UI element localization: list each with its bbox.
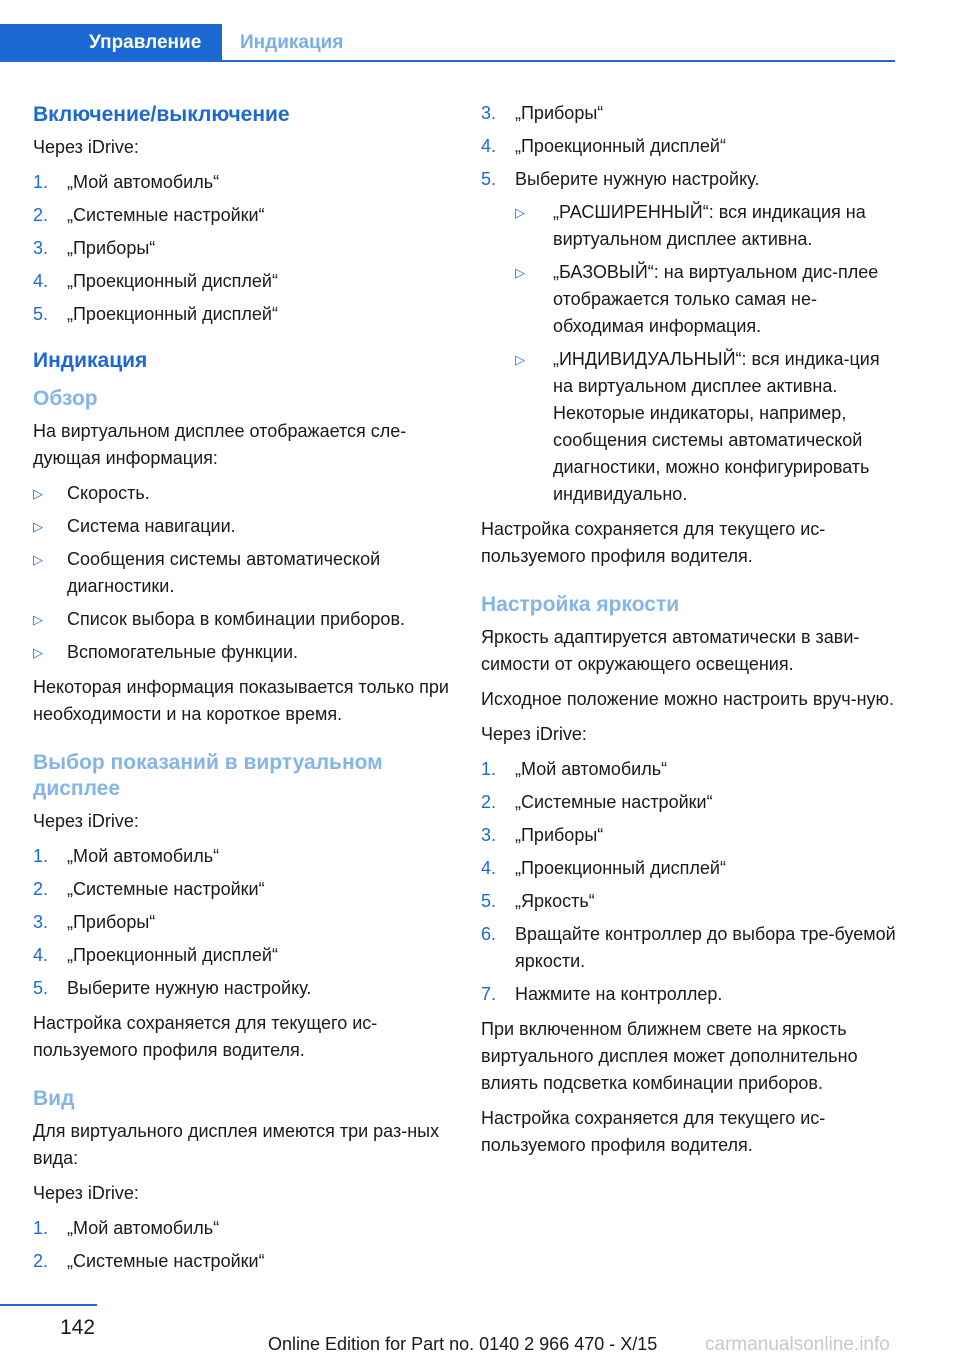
step-item	[481, 166, 901, 193]
step-item	[481, 789, 901, 816]
paragraph: Через iDrive:	[481, 724, 587, 744]
step-item	[481, 756, 901, 783]
item-text: Сообщения системы автоматической диагностики.	[67, 549, 381, 596]
paragraph: На виртуальном дисплее отображается сле-дующая информация:	[33, 421, 407, 468]
item-text: „Системные настройки“	[67, 1251, 265, 1271]
item-text: „Системные настройки“	[67, 879, 265, 899]
triangle-bullet-icon: ▷	[33, 612, 43, 627]
item-text: „Проекционный дисплей“	[67, 945, 278, 965]
item-text: „Проекционный дисплей“	[67, 304, 278, 324]
subsection-title-vid: Вид	[33, 1087, 75, 1110]
watermark: carmanualsonline.info	[705, 1334, 890, 1355]
bullet-item	[515, 259, 901, 340]
section-title-on-off: Включение/выключение	[33, 103, 290, 126]
header-tab-upravlenie: Управление	[0, 24, 222, 62]
header-tab-indikaciya: Индикация	[240, 32, 344, 53]
section-title-indikaciya: Индикация	[33, 349, 148, 372]
triangle-bullet-icon: ▷	[515, 352, 525, 367]
item-text: „БАЗОВЫЙ“: на виртуальном дис-плее отображается только самая не-обходимая информация.	[553, 262, 879, 336]
steps-list	[33, 169, 453, 328]
step-item	[33, 843, 453, 870]
paragraph: Для виртуального дисплея имеются три раз-ных вида:	[33, 1121, 440, 1168]
step-number: 1.	[481, 759, 497, 779]
paragraph: Настройка сохраняется для текущего ис-пользуемого профиля водителя.	[481, 1108, 826, 1155]
header-rule	[0, 60, 895, 62]
step-item	[33, 202, 453, 229]
step-number: 5.	[33, 304, 49, 324]
step-number: 2.	[33, 1251, 49, 1271]
triangle-bullet-icon: ▷	[33, 645, 43, 660]
triangle-bullet-icon: ▷	[515, 205, 525, 220]
item-text: Вспомогательные функции.	[67, 642, 299, 662]
bullet-item	[33, 639, 453, 666]
footer-rule	[0, 1304, 97, 1306]
step-item	[481, 133, 901, 160]
step-item	[481, 888, 901, 915]
edition-text: Online Edition for Part no. 0140 2 966 470 - X/15	[268, 1334, 658, 1354]
paragraph: Исходное положение можно настроить вруч-ную.	[481, 689, 895, 709]
step-number: 1.	[33, 172, 49, 192]
paragraph: Через iDrive:	[33, 1183, 139, 1203]
paragraph: При включенном ближнем свете на яркость виртуального дисплея может дополнительно влиять подсветка комбинации приборов.	[481, 1019, 858, 1093]
item-text: Выберите нужную настройку.	[67, 978, 312, 998]
item-text: „Приборы“	[515, 103, 604, 123]
item-text: „РАСШИРЕННЫЙ“: вся индикация на виртуальном дисплее активна.	[553, 202, 866, 249]
bullet-item	[33, 480, 453, 507]
step-item	[33, 268, 453, 295]
step-item	[33, 942, 453, 969]
step-number: 4.	[481, 858, 497, 878]
item-text: Система навигации.	[67, 516, 236, 536]
paragraph: Через iDrive:	[33, 137, 139, 157]
step-number: 2.	[481, 792, 497, 812]
step-item	[33, 876, 453, 903]
step-item	[481, 822, 901, 849]
item-text: „Яркость“	[515, 891, 595, 911]
item-text: „Приборы“	[67, 238, 156, 258]
subsection-title-yarkost: Настройка яркости	[481, 593, 680, 616]
steps-list	[481, 756, 901, 1008]
steps-list	[33, 843, 453, 1002]
step-item	[481, 855, 901, 882]
item-text: „Проекционный дисплей“	[515, 136, 726, 156]
step-number: 4.	[481, 136, 497, 156]
step-number: 5.	[481, 891, 497, 911]
option-list	[515, 199, 901, 508]
step-number: 4.	[33, 945, 49, 965]
item-text: Нажмите на контроллер.	[515, 984, 723, 1004]
item-text: „Мой автомобиль“	[67, 172, 220, 192]
step-number: 1.	[33, 846, 49, 866]
step-number: 3.	[481, 825, 497, 845]
item-text: Выберите нужную настройку.	[515, 169, 760, 189]
step-number: 6.	[481, 924, 497, 944]
steps-list	[33, 1215, 453, 1275]
item-text: „Приборы“	[515, 825, 604, 845]
triangle-bullet-icon: ▷	[33, 519, 43, 534]
bullet-item	[33, 546, 453, 600]
step-number: 5.	[33, 978, 49, 998]
step-number: 3.	[33, 912, 49, 932]
page-number: 142	[60, 1316, 96, 1339]
step-item	[33, 1215, 453, 1242]
bullet-item	[515, 199, 901, 253]
step-number: 2.	[33, 205, 49, 225]
item-text: Вращайте контроллер до выбора тре-буемой яркости.	[515, 924, 896, 971]
step-item	[33, 1248, 453, 1275]
step-item	[481, 100, 901, 127]
bullet-item	[33, 513, 453, 540]
item-text: „Мой автомобиль“	[67, 846, 220, 866]
item-text: „Системные настройки“	[67, 205, 265, 225]
triangle-bullet-icon: ▷	[33, 486, 43, 501]
item-text: „Мой автомобиль“	[515, 759, 668, 779]
bullet-list	[33, 480, 453, 666]
step-number: 3.	[33, 238, 49, 258]
item-text: „Системные настройки“	[515, 792, 713, 812]
item-text: „Приборы“	[67, 912, 156, 932]
paragraph: Через iDrive:	[33, 811, 139, 831]
paragraph: Настройка сохраняется для текущего ис-пользуемого профиля водителя.	[33, 1013, 378, 1060]
paragraph: Настройка сохраняется для текущего ис-пользуемого профиля водителя.	[481, 519, 826, 566]
item-text: „Мой автомобиль“	[67, 1218, 220, 1238]
steps-list	[481, 100, 901, 193]
step-item	[33, 975, 453, 1002]
triangle-bullet-icon: ▷	[33, 552, 43, 567]
item-text: Скорость.	[67, 483, 150, 503]
step-number: 5.	[481, 169, 497, 189]
step-item	[33, 169, 453, 196]
item-text: Список выбора в комбинации приборов.	[67, 609, 406, 629]
step-item	[33, 301, 453, 328]
subsection-title-vybor: Выбор показаний в виртуальном дисплее	[33, 751, 383, 800]
step-number: 4.	[33, 271, 49, 291]
step-item	[481, 921, 901, 975]
paragraph: Яркость адаптируется автоматически в зави-симости от окружающего освещения.	[481, 627, 860, 674]
step-number: 3.	[481, 103, 497, 123]
page-header	[0, 24, 895, 62]
item-text: „Проекционный дисплей“	[515, 858, 726, 878]
right-column	[481, 100, 901, 1167]
triangle-bullet-icon: ▷	[515, 265, 525, 280]
step-number: 2.	[33, 879, 49, 899]
left-column	[33, 100, 453, 1283]
subsection-title-obzor: Обзор	[33, 387, 98, 410]
bullet-item	[33, 606, 453, 633]
step-item	[33, 235, 453, 262]
step-item	[33, 909, 453, 936]
step-item	[481, 981, 901, 1008]
step-number: 7.	[481, 984, 497, 1004]
step-number: 1.	[33, 1218, 49, 1238]
item-text: „ИНДИВИДУАЛЬНЫЙ“: вся индика-ция на виртуальном дисплее активна. Некоторые индикаторы, например, сообщения системы автоматической диагностики, можно конфигурировать индивидуально.	[553, 349, 880, 504]
bullet-item	[515, 346, 901, 508]
item-text: „Проекционный дисплей“	[67, 271, 278, 291]
paragraph: Некоторая информация показывается только при необходимости и на короткое время.	[33, 677, 449, 724]
